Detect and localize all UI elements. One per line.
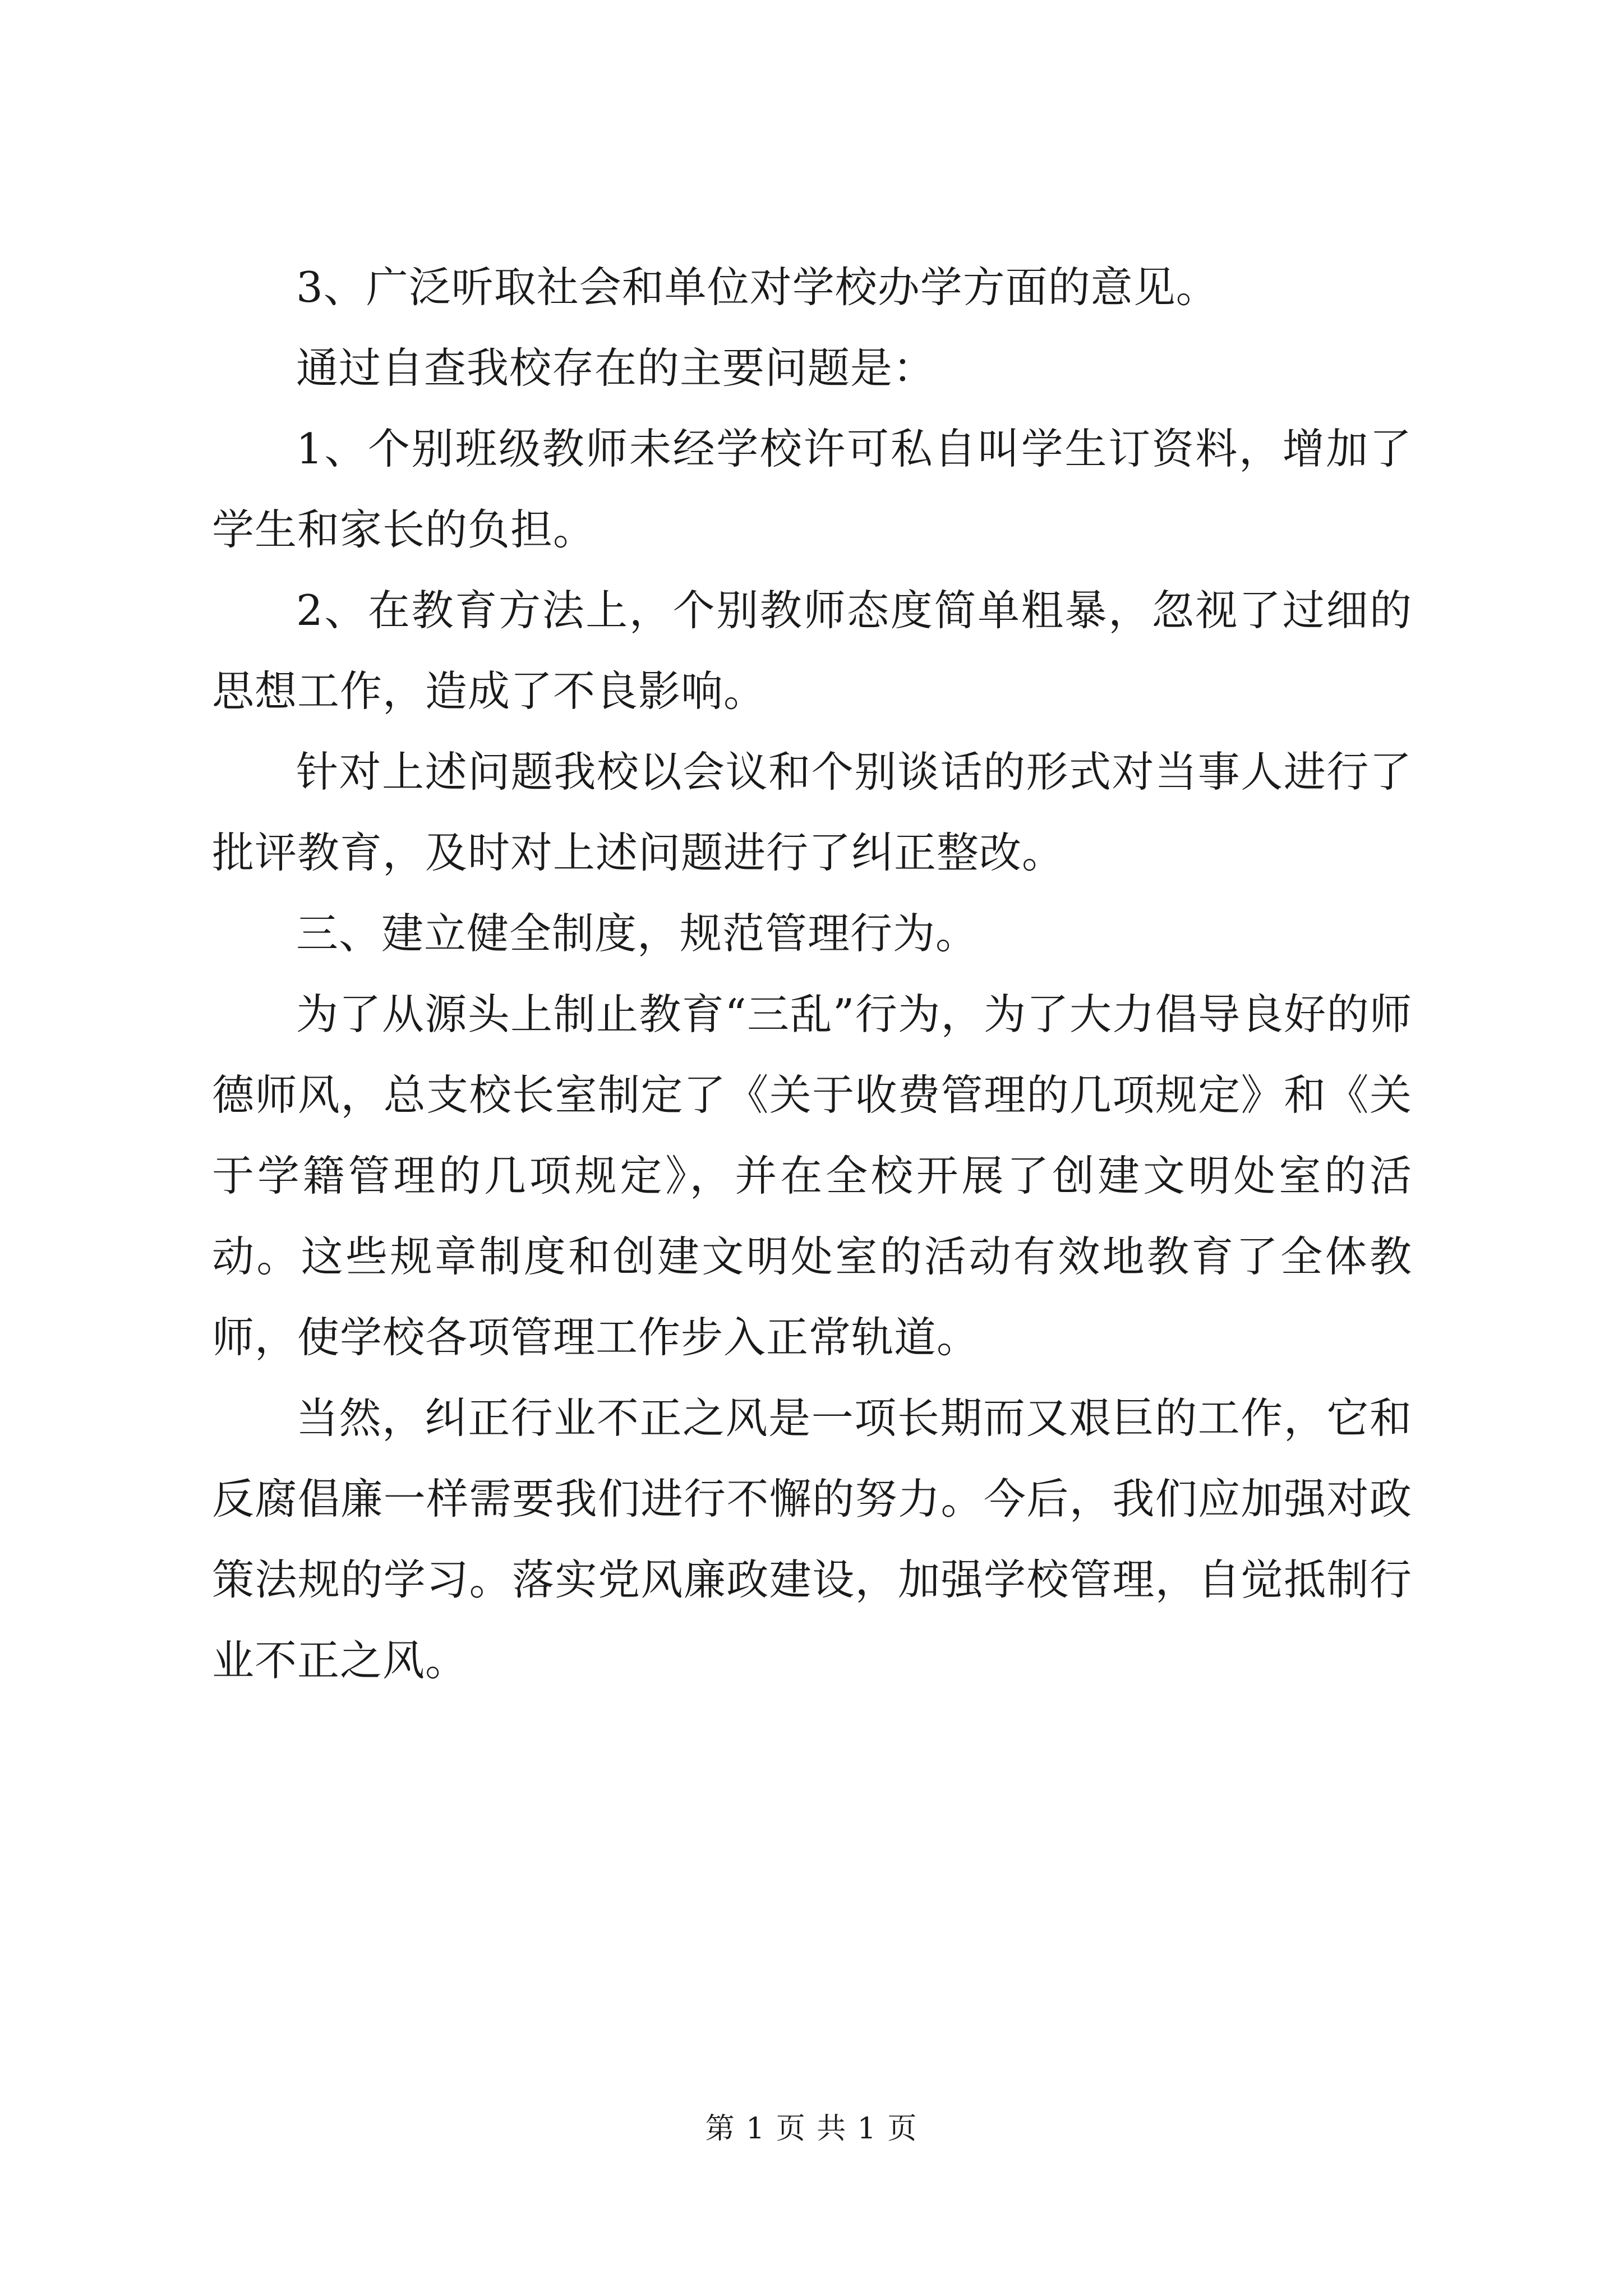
paragraph: 当然，纠正行业不正之风是一项长期而又艰巨的工作，它和反腐倡廉一样需要我们进行不懈的努力。今后，我们应加强对政策法规的学习。落实党风廉政建设，加强学校管理，自觉抵制行业不正之风。: [212, 1393, 1412, 1685]
paragraph: 针对上述问题我校以会议和个别谈话的形式对当事人进行了批评教育，及时对上述问题进行了纠正整改。: [212, 747, 1412, 877]
paragraph: 1、个别班级教师未经学校许可私自叫学生订资料，增加了学生和家长的负担。: [212, 424, 1412, 554]
paragraph: 2、在教育方法上，个别教师态度简单粗暴，忽视了过细的思想工作，造成了不良影响。: [212, 586, 1412, 716]
document-body: [212, 247, 1412, 1701]
paragraph: 通过自查我校存在的主要问题是：: [296, 343, 936, 393]
section-heading: 三、建立健全制度，规范管理行为。: [296, 909, 979, 958]
paragraph: 3、广泛听取社会和单位对学校办学方面的意见。: [296, 263, 1219, 312]
page-footer: 第 1 页 共 1 页: [705, 2112, 918, 2146]
paragraph: 为了从源头上制止教育“三乱”行为，为了大力倡导良好的师德师风，总支校长室制定了《关于收费管理的几项规定》和《关于学籍管理的几项规定》，并在全校开展了创建文明处室的活动。这些规章制度和创建文明处室的活动有效地教育了全体教师，使学校各项管理工作步入正常轨道。: [212, 990, 1412, 1362]
